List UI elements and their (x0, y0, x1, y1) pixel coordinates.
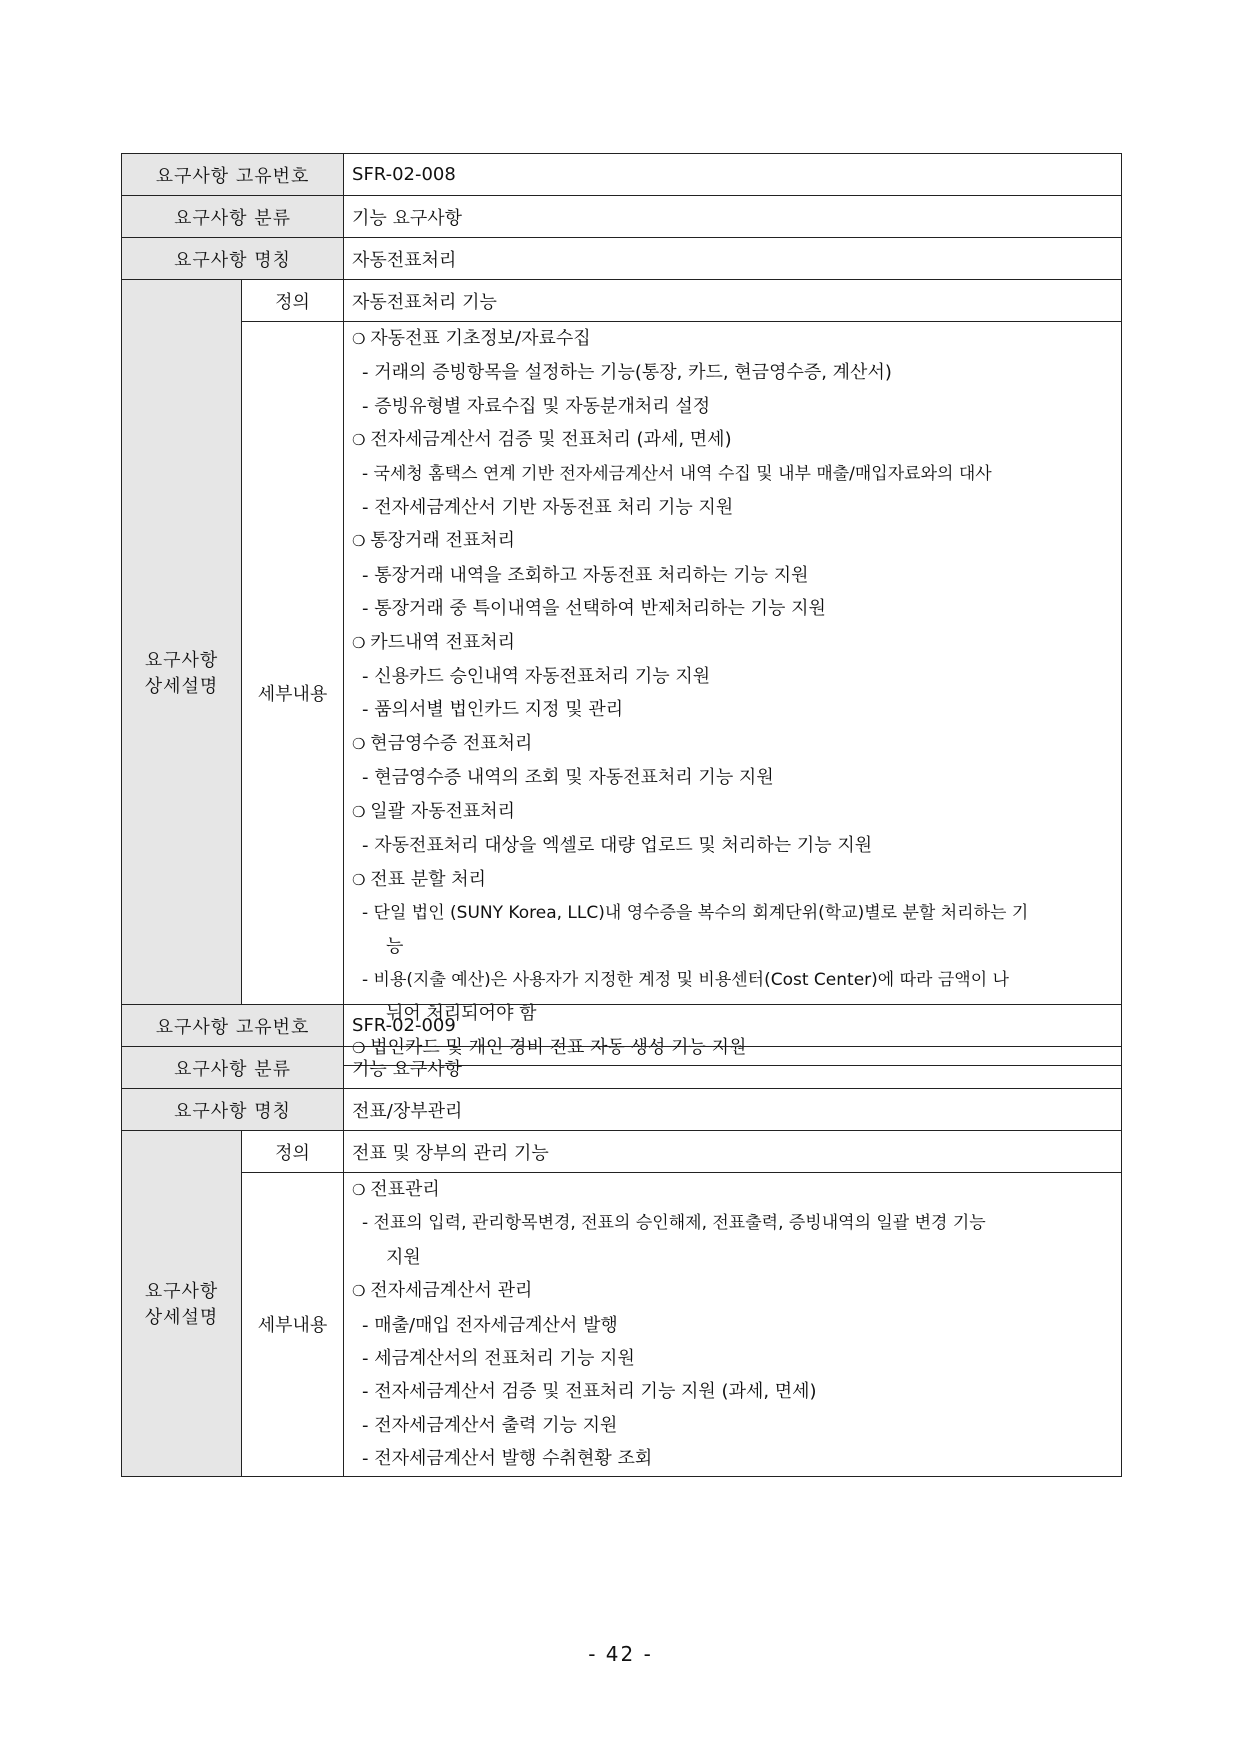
name-value: 전표/장부관리 (344, 1089, 1122, 1131)
name-label: 요구사항 명칭 (122, 1089, 344, 1131)
content-line: - 증빙유형별 자료수집 및 자동분개처리 설정 (362, 395, 711, 417)
content-line: ❍ 법인카드 및 개인 경비 전표 자동 생성 기능 지원 (352, 1031, 1113, 1065)
content-line: - 전자세금계산서 검증 및 전표처리 기능 지원 (과세, 면세) (362, 1381, 817, 1403)
category-label: 요구사항 분류 (122, 1047, 344, 1089)
detail-label (122, 1131, 242, 1477)
content-line: - 현금영수증 내역의 조회 및 자동전표처리 기능 지원 (362, 767, 774, 789)
detail-label-line-2: 상세설명 (144, 676, 219, 698)
content-line: - 신용카드 승인내역 자동전표처리 기능 지원 (362, 666, 711, 688)
content-detail (344, 1173, 1122, 1477)
id-label: 요구사항 고유번호 (122, 1005, 344, 1047)
content-line: - 전표의 입력, 관리항목변경, 전표의 승인해제, 전표출력, 증빙내역의 일괄 변경 기능 (362, 1213, 986, 1234)
content-line: - 품의서별 법인카드 지정 및 관리 (362, 699, 624, 721)
content-line: - 통장거래 중 특이내역을 선택하여 반제처리하는 기능 지원 (362, 598, 826, 620)
content-line: - 세금계산서의 전표처리 기능 지원 (362, 1348, 635, 1370)
content-line: - 매출/매입 전자세금계산서 발행 (362, 1314, 618, 1336)
definition-label: 정의 (242, 1131, 344, 1173)
detail-label-line-1: 요구사항 (144, 1281, 219, 1303)
content-line: - 거래의 증빙항목을 설정하는 기능(통장, 카드, 현금영수증, 계산서) (362, 362, 892, 384)
content-line: ❍ 통장거래 전표처리 (352, 524, 1113, 558)
definition-label: 정의 (242, 280, 344, 322)
content-line: - 전자세금계산서 기반 자동전표 처리 기능 지원 (362, 497, 734, 519)
content-line: ❍ 일괄 자동전표처리 (352, 795, 1113, 829)
content-line: ❍ 전자세금계산서 관리 (352, 1274, 1113, 1308)
content-line: ❍ 전표관리 (352, 1173, 1113, 1207)
content-line: - 단일 법인 (SUNY Korea, LLC)내 영수증을 복수의 회계단위(학교)별로 분할 처리하는 기 (362, 902, 1029, 923)
detail-label-line-2: 상세설명 (144, 1307, 219, 1329)
content-line: - 전자세금계산서 출력 기능 지원 (362, 1414, 618, 1436)
content-line: ❍ 전자세금계산서 검증 및 전표처리 (과세, 면세) (352, 423, 1113, 457)
content-line: ❍ 전표 분할 처리 (352, 863, 1113, 897)
name-value: 자동전표처리 (344, 238, 1122, 280)
id-value: SFR-02-008 (344, 154, 1122, 196)
content-label: 세부내용 (242, 322, 344, 1066)
requirement-table-1 (121, 153, 1122, 1066)
detail-label-line-1: 요구사항 (144, 650, 219, 672)
requirement-table-2 (121, 1004, 1122, 1477)
content-line: - 자동전표처리 대상을 엑셀로 대량 업로드 및 처리하는 기능 지원 (362, 835, 873, 857)
content-line: 지원 (386, 1246, 421, 1268)
page-number: - 42 - (588, 1642, 653, 1666)
content-detail (344, 322, 1122, 1066)
content-line: - 통장거래 내역을 조회하고 자동전표 처리하는 기능 지원 (362, 564, 809, 586)
category-value: 기능 요구사항 (344, 196, 1122, 238)
id-label: 요구사항 고유번호 (122, 154, 344, 196)
content-line: - 전자세금계산서 발행 수취현황 조회 (362, 1448, 653, 1470)
definition-value: 전표 및 장부의 관리 기능 (344, 1131, 1122, 1173)
name-label: 요구사항 명칭 (122, 238, 344, 280)
id-value: SFR-02-009 (344, 1005, 1122, 1047)
content-line: ❍ 자동전표 기초정보/자료수집 (352, 322, 1113, 356)
content-line: - 비용(지출 예산)은 사용자가 지정한 계정 및 비용센터(Cost Center)에 따라 금액이 나 (362, 969, 1009, 990)
content-line: ❍ 현금영수증 전표처리 (352, 727, 1113, 761)
category-label: 요구사항 분류 (122, 196, 344, 238)
content-line: ❍ 카드내역 전표처리 (352, 626, 1113, 660)
content-line: 능 (386, 936, 404, 958)
content-label: 세부내용 (242, 1173, 344, 1477)
category-value: 기능 요구사항 (344, 1047, 1122, 1089)
content-line: - 국세청 홈택스 연계 기반 전자세금계산서 내역 수집 및 내부 매출/매입자료와의 대사 (362, 463, 992, 484)
detail-label (122, 280, 242, 1066)
definition-value: 자동전표처리 기능 (344, 280, 1122, 322)
content-line: 뉘어 처리되어야 함 (386, 1003, 537, 1025)
